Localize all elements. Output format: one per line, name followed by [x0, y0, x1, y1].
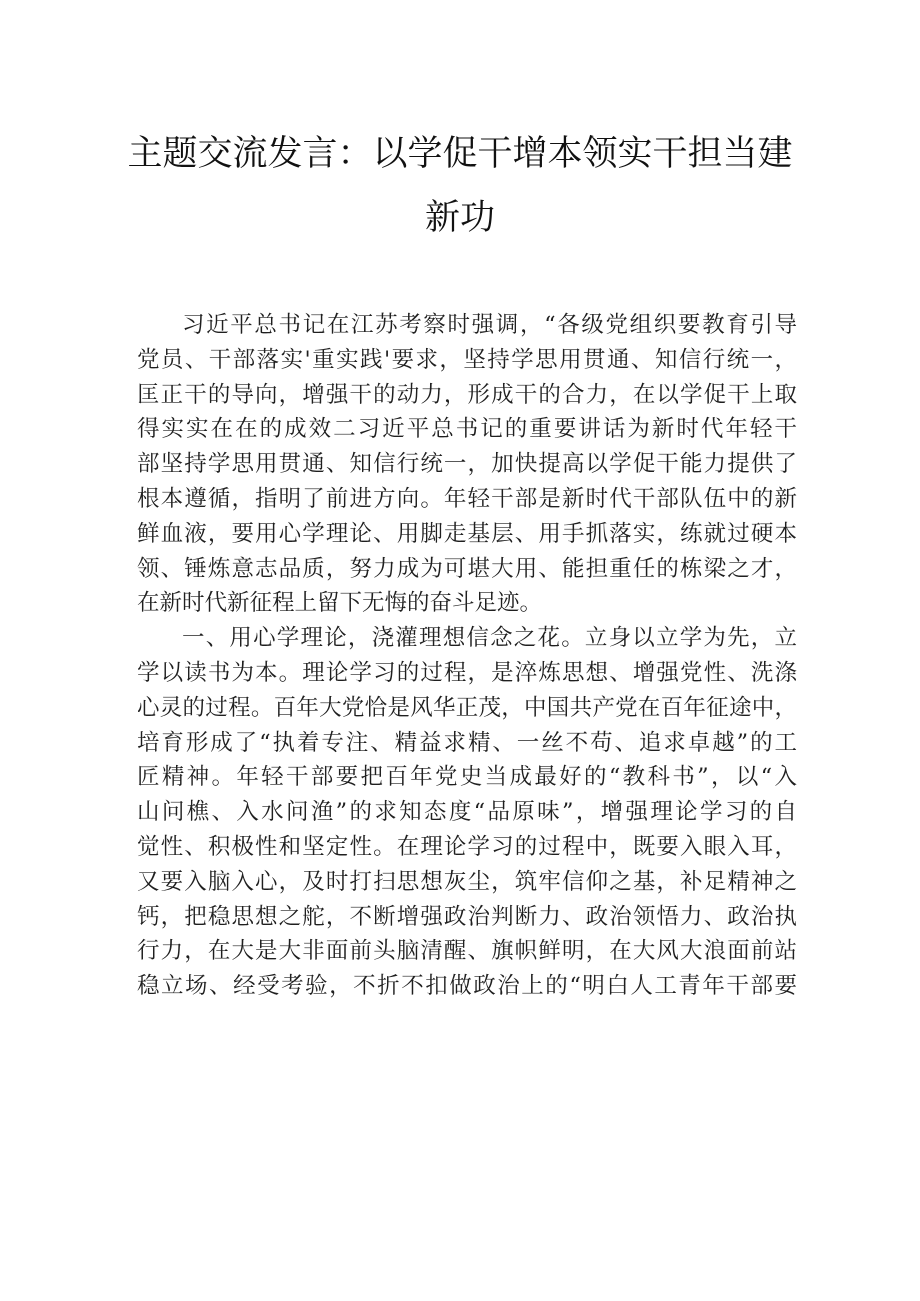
text-line: 一、用心学理论，浇灌理想信念之花。立身以立学为先，立: [182, 625, 797, 652]
text-line: 部坚持学思用贯通、知信行统一，加快提高以学促干能力提供了: [137, 451, 797, 478]
paragraph-section-one: [137, 621, 797, 1004]
text-line: 在新时代新征程上留下无悔的奋斗足迹。: [137, 590, 543, 617]
text-line: 觉性、积极性和坚定性。在理论学习的过程中，既要入眼入耳，: [137, 833, 797, 860]
title-line-1: 主题交流发言：以学促干增本领实干担当建: [127, 134, 793, 174]
document-body: [137, 308, 797, 1004]
text-line: 领、锤炼意志品质，努力成为可堪大用、能担重任的栋梁之才，: [137, 555, 797, 582]
text-line: 钙，把稳思想之舵，不断增强政治判断力、政治领悟力、政治执: [137, 903, 797, 930]
text-line: 党员、干部落实'重实践'要求，坚持学思用贯通、知信行统一，: [137, 346, 797, 373]
text-line: 心灵的过程。百年大党恰是风华正茂，中国共产党在百年征途中，: [137, 694, 797, 721]
text-line: 匡正干的导向，增强干的动力，形成干的合力，在以学促干上取: [137, 381, 797, 408]
text-line: 稳立场、经受考验，不折不扣做政治上的“明白人工青年干部要: [137, 973, 797, 1000]
text-line: 山问樵、入水问渔”的求知态度“品原味”，增强理论学习的自: [137, 799, 797, 826]
text-line: 又要入脑入心，及时打扫思想灰尘，筑牢信仰之基，补足精神之: [137, 868, 797, 895]
text-line: 行力，在大是大非面前头脑清醒、旗帜鲜明，在大风大浪面前站: [137, 938, 797, 965]
text-line: 匠精神。年轻干部要把百年党史当成最好的“教科书”，以“入: [137, 764, 797, 791]
title-line-2: 新功: [424, 198, 495, 238]
text-line: 学以读书为本。理论学习的过程，是淬炼思想、增强党性、洗涤: [137, 659, 797, 686]
text-line: 培育形成了“执着专注、精益求精、一丝不苟、追求卓越”的工: [137, 729, 797, 756]
text-line: 鲜血液，要用心学理论、用脚走基层、用手抓落实，练就过硬本: [137, 520, 797, 547]
document-title: [100, 122, 820, 250]
text-line: 习近平总书记在江苏考察时强调，“各级党组织要教育引导: [182, 312, 797, 338]
paragraph-intro: [137, 308, 797, 621]
text-line: 得实实在在的成效二习近平总书记的重要讲话为新时代年轻干: [137, 416, 797, 443]
text-line: 根本遵循，指明了前进方向。年轻干部是新时代干部队伍中的新: [137, 485, 797, 512]
